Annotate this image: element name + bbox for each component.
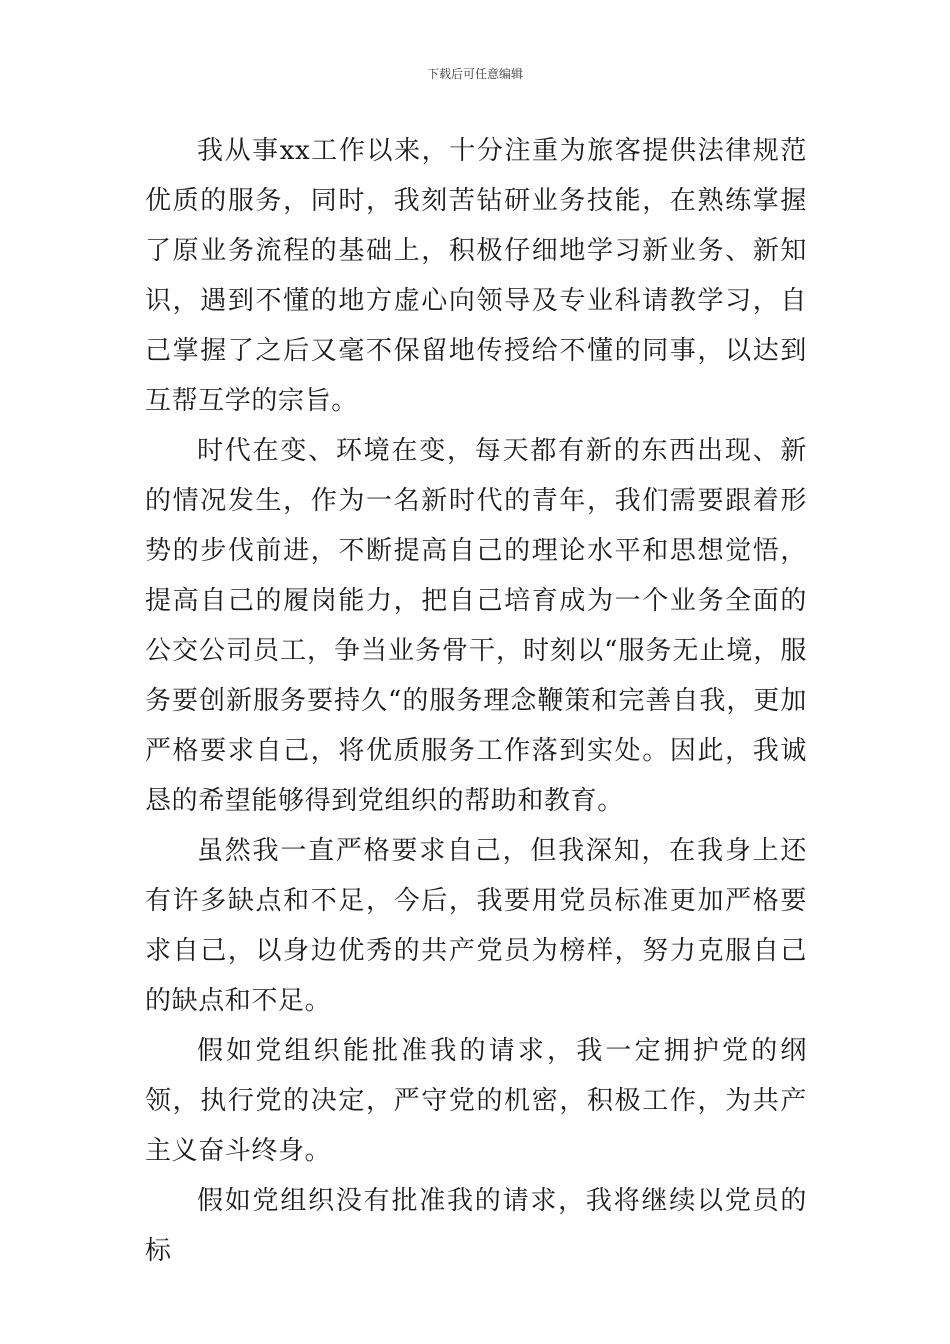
paragraph-1: 我从事xx工作以来，十分注重为旅客提供法律规范优质的服务，同时，我刻苦钻研业务技能，在熟练掌握了原业务流程的基础上，积极仔细地学习新业务、新知识，遇到不懂的地方虚心向领导及专业科请教学习，自己掌握了之后又毫不保留地传授给不懂的同事，以达到互帮互学的宗旨。 <box>145 136 807 416</box>
paragraph-3: 虽然我一直严格要求自己，但我深知，在我身上还有许多缺点和不足，今后，我要用党员标准更加严格要求自己，以身边优秀的共产党员为榜样，努力克服自己的缺点和不足。 <box>145 836 807 1016</box>
page-header: 下载后可任意编辑 <box>426 67 523 81</box>
document-body <box>145 126 807 1276</box>
paragraph-2: 时代在变、环境在变，每天都有新的东西出现、新的情况发生，作为一名新时代的青年，我们需要跟着形势的步伐前进，不断提高自己的理论水平和思想觉悟，提高自己的履岗能力，把自己培育成为一个业务全面的公交公司员工，争当业务骨干，时刻以“服务无止境，服务要创新服务要持久“的服务理念鞭策和完善自我，更加严格要求自己，将优质服务工作落到实处。因此，我诚恳的希望能够得到党组织的帮助和教育。 <box>145 436 807 816</box>
paragraph-4: 假如党组织能批准我的请求，我一定拥护党的纲领，执行党的决定，严守党的机密，积极工作，为共产主义奋斗终身。 <box>145 1036 807 1166</box>
paragraph-5: 假如党组织没有批准我的请求，我将继续以党员的标 <box>145 1186 807 1266</box>
